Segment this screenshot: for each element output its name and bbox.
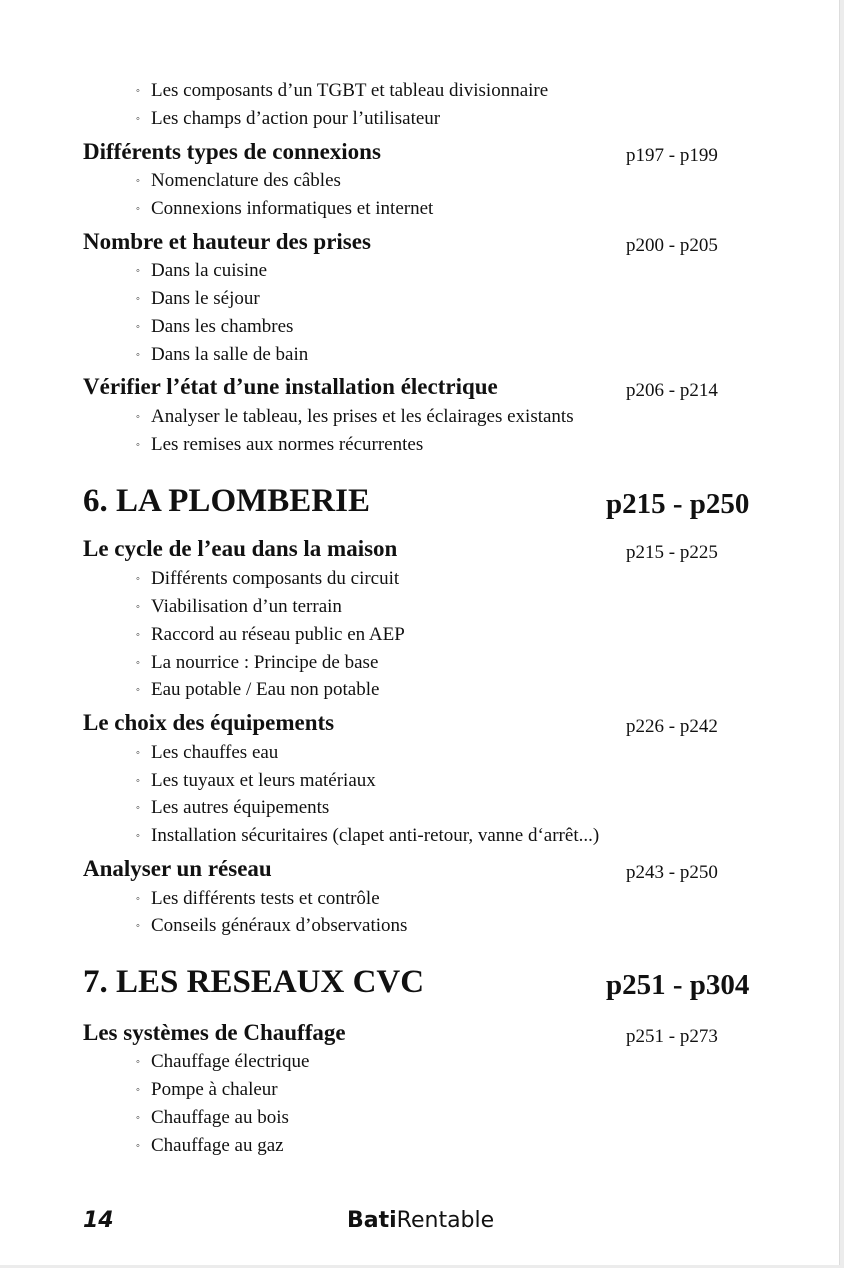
bullet-icon: ◦ (136, 349, 140, 361)
section-page-range: p243 - p250 (626, 862, 718, 883)
page-edge (839, 0, 844, 1268)
section-title: Les systèmes de Chauffage (83, 1020, 346, 1045)
brand-name-bold: Bati (347, 1208, 397, 1233)
section-page-range: p206 - p214 (626, 380, 718, 401)
section-title: Le choix des équipements (83, 710, 335, 735)
toc-bullet-text: Les chauffes eau (151, 742, 279, 763)
toc-bullet-text: Nomenclature des câbles (151, 170, 341, 191)
toc-bullet-text: Installation sécuritaires (clapet anti-retour, vanne d‘arrêt...) (151, 825, 600, 846)
toc-bullet-text: Chauffage au gaz (151, 1135, 284, 1156)
page-footer (0, 1206, 844, 1238)
toc-bullet-text: Pompe à chaleur (151, 1079, 278, 1100)
toc-bullet-text: Connexions informatiques et internet (151, 198, 434, 219)
bullet-icon: ◦ (136, 1084, 140, 1096)
bullet-icon: ◦ (136, 1140, 140, 1152)
section-title: Différents types de connexions (83, 139, 381, 164)
chapter-title: 7. LES RESEAUX CVC (83, 964, 425, 1000)
bullet-icon: ◦ (136, 85, 140, 97)
section-page-range: p251 - p273 (626, 1026, 718, 1047)
chapter-page-range: p215 - p250 (606, 488, 750, 520)
chapter-page-range: p251 - p304 (606, 969, 750, 1001)
section-page-range: p215 - p225 (626, 542, 718, 563)
toc-bullet-text: Les autres équipements (151, 797, 330, 818)
bullet-icon: ◦ (136, 175, 140, 187)
toc-bullet-text: Les champs d’action pour l’utilisateur (151, 108, 441, 129)
toc-bullet-text: Dans la cuisine (151, 260, 268, 281)
bullet-icon: ◦ (136, 629, 140, 641)
toc-bullet-text: Dans les chambres (151, 316, 294, 337)
bullet-icon: ◦ (136, 802, 140, 814)
brand-name-regular: Rentable (396, 1208, 495, 1233)
bullet-icon: ◦ (136, 113, 140, 125)
toc-bullet-text: Les composants d’un TGBT et tableau divisionnaire (151, 80, 549, 101)
page-number: 14 (83, 1208, 114, 1233)
bullet-icon: ◦ (136, 293, 140, 305)
bullet-icon: ◦ (136, 775, 140, 787)
chapter-title: 6. LA PLOMBERIE (83, 483, 370, 519)
bullet-icon: ◦ (136, 601, 140, 613)
bullet-icon: ◦ (136, 573, 140, 585)
section-title: Vérifier l’état d’une installation électrique (83, 374, 498, 399)
toc-bullet-text: Viabilisation d’un terrain (151, 596, 342, 617)
bullet-icon: ◦ (136, 1056, 140, 1068)
section-page-range: p197 - p199 (626, 145, 718, 166)
bullet-icon: ◦ (136, 265, 140, 277)
toc-bullet-text: Analyser le tableau, les prises et les éclairages existants (151, 406, 574, 427)
bullet-icon: ◦ (136, 203, 140, 215)
bullet-icon: ◦ (136, 439, 140, 451)
bullet-icon: ◦ (136, 893, 140, 905)
toc-bullet-text: Dans le séjour (151, 288, 260, 309)
toc-bullet-text: Les remises aux normes récurrentes (151, 434, 424, 455)
toc-bullet-text: Les différents tests et contrôle (151, 888, 380, 909)
bullet-icon: ◦ (136, 321, 140, 333)
toc-bullet-text: Raccord au réseau public en AEP (151, 624, 405, 645)
bullet-icon: ◦ (136, 747, 140, 759)
section-title: Analyser un réseau (83, 856, 272, 881)
bullet-icon: ◦ (136, 1112, 140, 1124)
section-page-range: p200 - p205 (626, 235, 718, 256)
toc-bullet-text: Eau potable / Eau non potable (151, 679, 380, 700)
bullet-icon: ◦ (136, 657, 140, 669)
bullet-icon: ◦ (136, 920, 140, 932)
bullet-icon: ◦ (136, 411, 140, 423)
toc-bullet-text: La nourrice : Principe de base (151, 652, 379, 673)
bullet-icon: ◦ (136, 684, 140, 696)
toc-bullet-text: Conseils généraux d’observations (151, 915, 408, 936)
toc-bullet-text: Dans la salle de bain (151, 344, 309, 365)
toc-bullet-text: Chauffage électrique (151, 1051, 310, 1072)
section-title: Nombre et hauteur des prises (83, 229, 371, 254)
section-page-range: p226 - p242 (626, 716, 718, 737)
brand-logo (347, 1206, 494, 1236)
toc-bullet-text: Différents composants du circuit (151, 568, 400, 589)
bullet-icon: ◦ (136, 830, 140, 842)
toc-bullet-text: Chauffage au bois (151, 1107, 289, 1128)
section-title: Le cycle de l’eau dans la maison (83, 536, 398, 561)
toc-bullet-text: Les tuyaux et leurs matériaux (151, 770, 376, 791)
